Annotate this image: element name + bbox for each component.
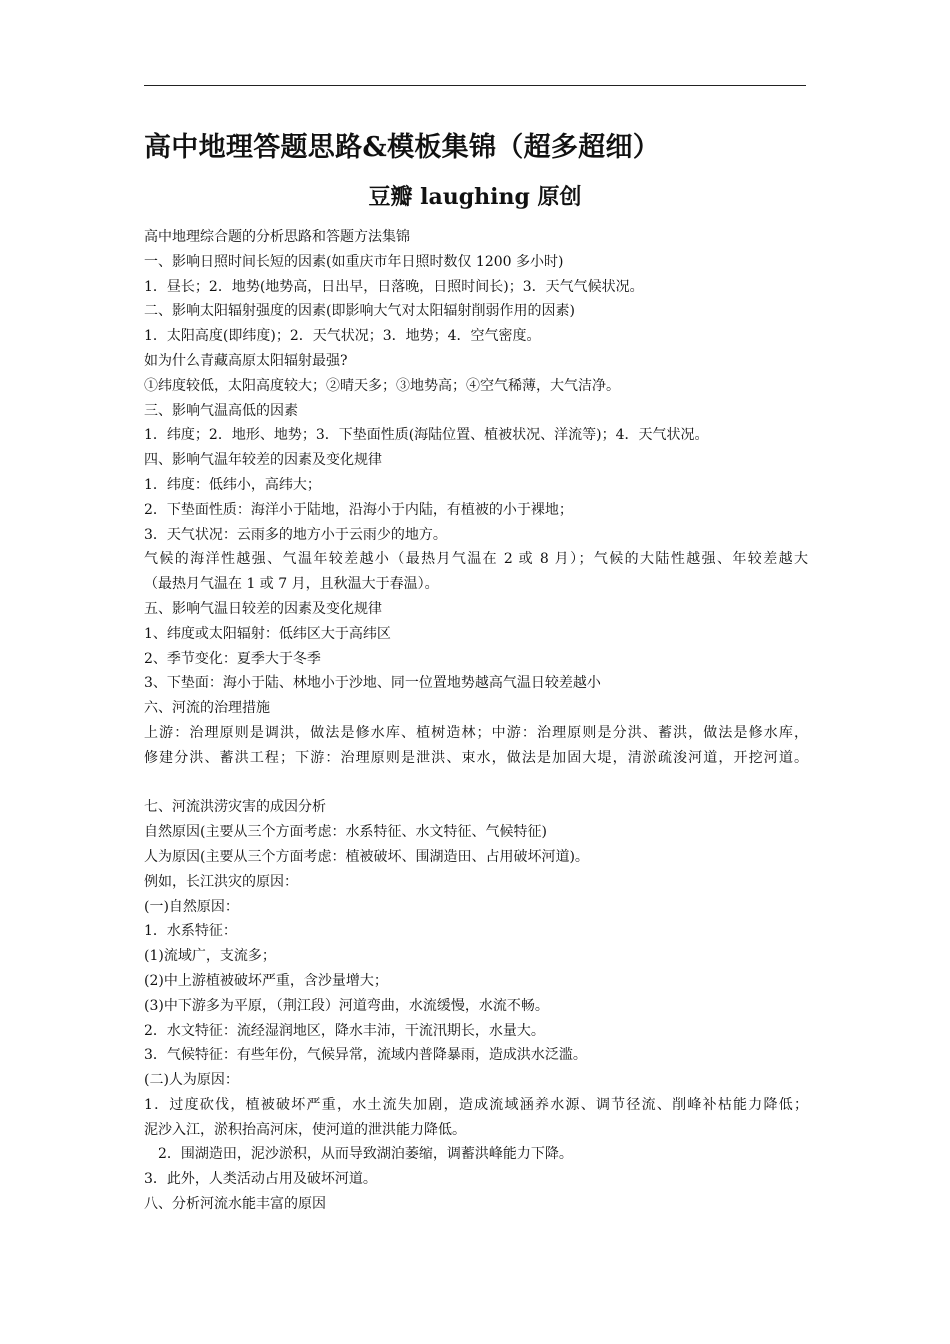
paragraph-line: 3．天气状况：云雨多的地方小于云雨少的地方。 — [144, 526, 447, 543]
paragraph-line: (3)中下游多为平原，（荆江段）河道弯曲，水流缓慢，水流不畅。 — [144, 997, 549, 1014]
document-subtitle: 豆瓣 laughing 原创 — [368, 184, 582, 210]
section-heading-7: 七、河流洪涝灾害的成因分析 — [144, 799, 326, 816]
paragraph-line: 2．下垫面性质：海洋小于陆地，沿海小于内陆，有植被的小于裸地； — [144, 501, 573, 518]
paragraph-line: 1．纬度：低纬小，高纬大； — [144, 476, 321, 493]
paragraph-line: 2、季节变化：夏季大于冬季 — [144, 650, 321, 667]
blank-line — [144, 771, 808, 796]
paragraph-line: 自然原因(主要从三个方面考虑：水系特征、水文特征、气候特征) — [144, 824, 547, 841]
paragraph-line: 上游：治理原则是调洪，做法是修水库、植树造林；中游：治理原则是分洪、蓄洪，做法是修水库， — [144, 724, 808, 741]
paragraph-line: 1．纬度；2．地形、地势；3．下垫面性质(海陆位置、植被状况、洋流等)；4．天气状况。 — [144, 427, 709, 444]
paragraph-line: 例如，长江洪灾的原因： — [144, 873, 298, 890]
paragraph-line: 气候的海洋性越强、气温年较差越小（最热月气温在 2 或 8 月）；气候的大陆性越强、年较差越大 — [144, 551, 808, 568]
paragraph-line: 2．水文特征：流经湿润地区，降水丰沛，干流汛期长，水量大。 — [144, 1022, 545, 1039]
paragraph-line: 2．围湖造田，泥沙淤积，从而导致湖泊萎缩，调蓄洪峰能力下降。 — [158, 1146, 573, 1163]
paragraph-line: 泥沙入江，淤积抬高河床，使河道的泄洪能力降低。 — [144, 1121, 466, 1138]
section-heading-4: 四、影响气温年较差的因素及变化规律 — [144, 452, 382, 469]
paragraph-line: 3、下垫面：海小于陆、林地小于沙地、同一位置地势越高气温日较差越小 — [144, 675, 601, 692]
section-heading-1: 一、影响日照时间长短的因素(如重庆市年日照时数仅 1200 多小时) — [144, 253, 564, 270]
paragraph-line: 3．气候特征：有些年份，气候异常，流域内普降暴雨，造成洪水泛滥。 — [144, 1047, 587, 1064]
paragraph-line: 1．水系特征： — [144, 923, 237, 940]
paragraph-line: (2)中上游植被破坏严重，含沙量增大； — [144, 972, 388, 989]
document-title: 高中地理答题思路&模板集锦（超多超细） — [144, 132, 661, 163]
paragraph-line: 修建分洪、蓄洪工程；下游：治理原则是泄洪、束水，做法是加固大堤，清淤疏浚河道，开挖河道。 — [144, 749, 808, 766]
document-body — [144, 225, 808, 1217]
paragraph-line: 3．此外，人类活动占用及破坏河道。 — [144, 1171, 377, 1188]
paragraph-line: 人为原因(主要从三个方面考虑：植被破坏、围湖造田、占用破坏河道)。 — [144, 848, 589, 865]
section-heading-2: 二、影响太阳辐射强度的因素(即影响大气对太阳辐射削弱作用的因素) — [144, 303, 575, 320]
section-heading-8: 八、分析河流水能丰富的原因 — [144, 1196, 326, 1213]
paragraph-line: (1)流域广，支流多； — [144, 948, 276, 965]
paragraph-line: 1．昼长；2．地势(地势高，日出早，日落晚，日照时间长)；3．天气气候状况。 — [144, 278, 644, 295]
paragraph-line: 1、纬度或太阳辐射：低纬区大于高纬区 — [144, 625, 391, 642]
intro-heading: 高中地理综合题的分析思路和答题方法集锦 — [144, 229, 410, 245]
subsection-heading: (一)自然原因： — [144, 898, 239, 915]
paragraph-line: ①纬度较低，太阳高度较大；②晴天多；③地势高；④空气稀薄，大气洁净。 — [144, 377, 620, 394]
header-rule — [144, 85, 806, 86]
paragraph-line: （最热月气温在 1 或 7 月，且秋温大于春温）。 — [144, 576, 439, 593]
paragraph-line: 1．过度砍伐，植被破坏严重，水土流失加剧，造成流域涵养水源、调节径流、削峰补枯能力降低； — [144, 1096, 808, 1113]
section-heading-6: 六、河流的治理措施 — [144, 700, 270, 717]
paragraph-line: 1．太阳高度(即纬度)；2．天气状况；3．地势；4．空气密度。 — [144, 328, 541, 345]
subsection-heading: (二)人为原因： — [144, 1072, 239, 1089]
paragraph-line: 如为什么青藏高原太阳辐射最强? — [144, 352, 348, 369]
section-heading-3: 三、影响气温高低的因素 — [144, 402, 298, 419]
section-heading-5: 五、影响气温日较差的因素及变化规律 — [144, 600, 382, 617]
